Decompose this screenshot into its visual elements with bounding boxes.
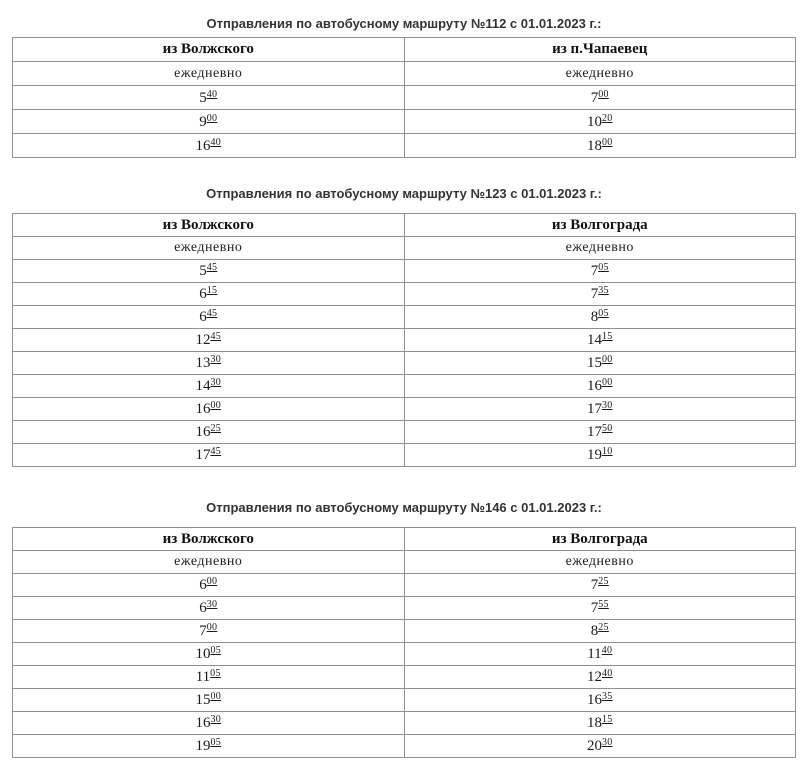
minutes-superscript: 00: [206, 576, 218, 587]
time-row: [13, 735, 796, 758]
hour: 12: [195, 332, 211, 348]
minutes-superscript: 55: [598, 599, 609, 610]
hour: 16: [586, 692, 602, 708]
time-cell: [404, 260, 796, 283]
time-cell: [404, 574, 796, 597]
time-cell: [13, 643, 405, 666]
hour: 8: [590, 309, 599, 325]
minutes-superscript: 05: [598, 308, 609, 319]
time-row: [13, 597, 796, 620]
hour: 10: [195, 646, 211, 662]
time-cell: [13, 712, 405, 735]
hour: 19: [586, 447, 602, 463]
time-row: [13, 620, 796, 643]
hour: 7: [590, 286, 599, 302]
minutes-superscript: 20: [601, 112, 613, 124]
hour: 19: [195, 738, 211, 754]
minutes-superscript: 05: [210, 737, 222, 748]
time-cell: [13, 375, 405, 398]
hour: 17: [586, 401, 602, 417]
minutes-superscript: 45: [210, 446, 222, 457]
hour: 14: [195, 378, 211, 394]
route-123-section: [12, 186, 796, 467]
time-cell: [13, 134, 405, 158]
time-row: [13, 643, 796, 666]
minutes-superscript: 05: [210, 645, 222, 656]
header-row: [13, 38, 796, 62]
minutes-superscript: 05: [210, 668, 221, 679]
hour: 6: [199, 309, 207, 325]
hour: 17: [586, 424, 602, 440]
time-cell: [404, 134, 796, 158]
hour: 7: [590, 89, 599, 106]
column-header-from: из Волжского: [13, 214, 405, 237]
time-row: [13, 86, 796, 110]
time-row: [13, 689, 796, 712]
hour: 20: [586, 738, 602, 754]
time-cell: [13, 283, 405, 306]
frequency-cell: ежедневно: [13, 62, 405, 86]
time-cell: [13, 352, 405, 375]
hour: 6: [199, 286, 207, 302]
time-cell: [13, 597, 405, 620]
time-row: [13, 375, 796, 398]
page-content: [12, 16, 796, 758]
time-cell: [404, 375, 796, 398]
route-112-title: Отправления по автобусному маршруту №112 с 01.01.2023 г.:: [206, 16, 602, 31]
time-cell: [404, 421, 796, 444]
hour: 10: [586, 113, 602, 130]
route-123-table: [12, 213, 796, 467]
hour: 17: [195, 447, 211, 463]
hour: 5: [199, 89, 207, 106]
hour: 8: [590, 623, 599, 639]
minutes-superscript: 25: [598, 576, 609, 587]
frequency-cell: ежедневно: [404, 62, 796, 86]
minutes-superscript: 30: [210, 377, 222, 388]
header-row: [13, 528, 796, 551]
time-row: [13, 574, 796, 597]
time-cell: [404, 329, 796, 352]
minutes-superscript: 15: [601, 331, 613, 342]
column-header-to: из Волгограда: [404, 214, 796, 237]
column-header-to: из Волгограда: [404, 528, 796, 551]
minutes-superscript: 00: [601, 377, 613, 388]
time-row: [13, 110, 796, 134]
time-cell: [13, 260, 405, 283]
minutes-superscript: 40: [601, 668, 613, 679]
route-112-table: [12, 37, 796, 158]
time-row: [13, 398, 796, 421]
hour: 7: [199, 623, 207, 639]
hour: 6: [199, 577, 207, 593]
hour: 7: [590, 600, 599, 616]
hour: 12: [586, 669, 602, 685]
time-cell: [13, 574, 405, 597]
header-row: [13, 214, 796, 237]
time-row: [13, 260, 796, 283]
time-cell: [13, 666, 405, 689]
column-header-to: из п.Чапаевец: [404, 38, 796, 62]
minutes-superscript: 00: [210, 400, 222, 411]
time-row: [13, 329, 796, 352]
hour: 6: [199, 600, 207, 616]
frequency-cell: ежедневно: [404, 551, 796, 574]
time-cell: [13, 620, 405, 643]
hour: 18: [586, 715, 602, 731]
minutes-superscript: 40: [210, 136, 222, 148]
time-cell: [404, 643, 796, 666]
hour: 7: [590, 577, 599, 593]
hour: 16: [195, 401, 211, 417]
time-cell: [404, 306, 796, 329]
time-cell: [404, 597, 796, 620]
route-146-table: [12, 527, 796, 758]
hour: 13: [195, 355, 211, 371]
time-row: [13, 352, 796, 375]
time-cell: [404, 620, 796, 643]
time-row: [13, 306, 796, 329]
minutes-superscript: 30: [601, 400, 613, 411]
hour: 16: [195, 424, 211, 440]
minutes-superscript: 45: [206, 262, 218, 273]
time-cell: [404, 283, 796, 306]
time-cell: [13, 421, 405, 444]
time-cell: [13, 689, 405, 712]
route-123-title: Отправления по автобусному маршруту №123 с 01.01.2023 г.:: [206, 186, 602, 201]
hour: 15: [195, 692, 211, 708]
minutes-superscript: 35: [601, 691, 613, 702]
hour: 9: [199, 113, 207, 130]
frequency-cell: ежедневно: [13, 551, 405, 574]
frequency-row: [13, 551, 796, 574]
time-cell: [404, 735, 796, 758]
time-cell: [13, 86, 405, 110]
time-row: [13, 666, 796, 689]
hour: 16: [586, 378, 602, 394]
time-cell: [404, 398, 796, 421]
time-cell: [13, 110, 405, 134]
time-cell: [404, 444, 796, 467]
minutes-superscript: 25: [210, 423, 222, 434]
time-cell: [13, 398, 405, 421]
time-cell: [13, 444, 405, 467]
frequency-row: [13, 237, 796, 260]
minutes-superscript: 00: [598, 88, 609, 100]
time-row: [13, 444, 796, 467]
minutes-superscript: 45: [210, 331, 222, 342]
minutes-superscript: 05: [598, 262, 609, 273]
hour: 16: [195, 715, 211, 731]
minutes-superscript: 00: [601, 136, 613, 148]
minutes-superscript: 00: [206, 112, 218, 124]
column-header-from: из Волжского: [13, 38, 405, 62]
time-row: [13, 421, 796, 444]
minutes-superscript: 15: [601, 714, 613, 725]
column-header-from: из Волжского: [13, 528, 405, 551]
minutes-superscript: 15: [206, 285, 218, 296]
minutes-superscript: 00: [210, 691, 222, 702]
hour: 5: [199, 263, 207, 279]
route-146-title: Отправления по автобусному маршруту №146 с 01.01.2023 г.:: [206, 500, 602, 515]
minutes-superscript: 40: [206, 88, 218, 100]
hour: 15: [586, 355, 602, 371]
time-cell: [404, 712, 796, 735]
hour: 18: [586, 137, 602, 154]
time-row: [13, 283, 796, 306]
hour: 11: [195, 669, 211, 685]
route-146-section: [12, 500, 796, 758]
minutes-superscript: 10: [601, 446, 613, 457]
time-cell: [404, 352, 796, 375]
minutes-superscript: 35: [598, 285, 609, 296]
hour: 14: [586, 332, 602, 348]
route-112-section: [12, 16, 796, 158]
minutes-superscript: 30: [210, 714, 222, 725]
time-cell: [404, 666, 796, 689]
minutes-superscript: 30: [206, 599, 218, 610]
minutes-superscript: 30: [601, 737, 613, 748]
hour: 16: [195, 137, 211, 154]
time-cell: [13, 329, 405, 352]
frequency-row: [13, 62, 796, 86]
time-row: [13, 712, 796, 735]
minutes-superscript: 25: [598, 622, 609, 633]
minutes-superscript: 45: [206, 308, 218, 319]
time-cell: [13, 306, 405, 329]
time-row: [13, 134, 796, 158]
hour: 11: [587, 646, 602, 662]
frequency-cell: ежедневно: [404, 237, 796, 260]
frequency-cell: ежедневно: [13, 237, 405, 260]
time-cell: [404, 689, 796, 712]
minutes-superscript: 00: [206, 622, 218, 633]
time-cell: [13, 735, 405, 758]
time-cell: [404, 110, 796, 134]
time-cell: [404, 86, 796, 110]
hour: 7: [590, 263, 599, 279]
minutes-superscript: 40: [601, 645, 613, 656]
minutes-superscript: 50: [601, 423, 613, 434]
minutes-superscript: 30: [210, 354, 222, 365]
minutes-superscript: 00: [601, 354, 613, 365]
